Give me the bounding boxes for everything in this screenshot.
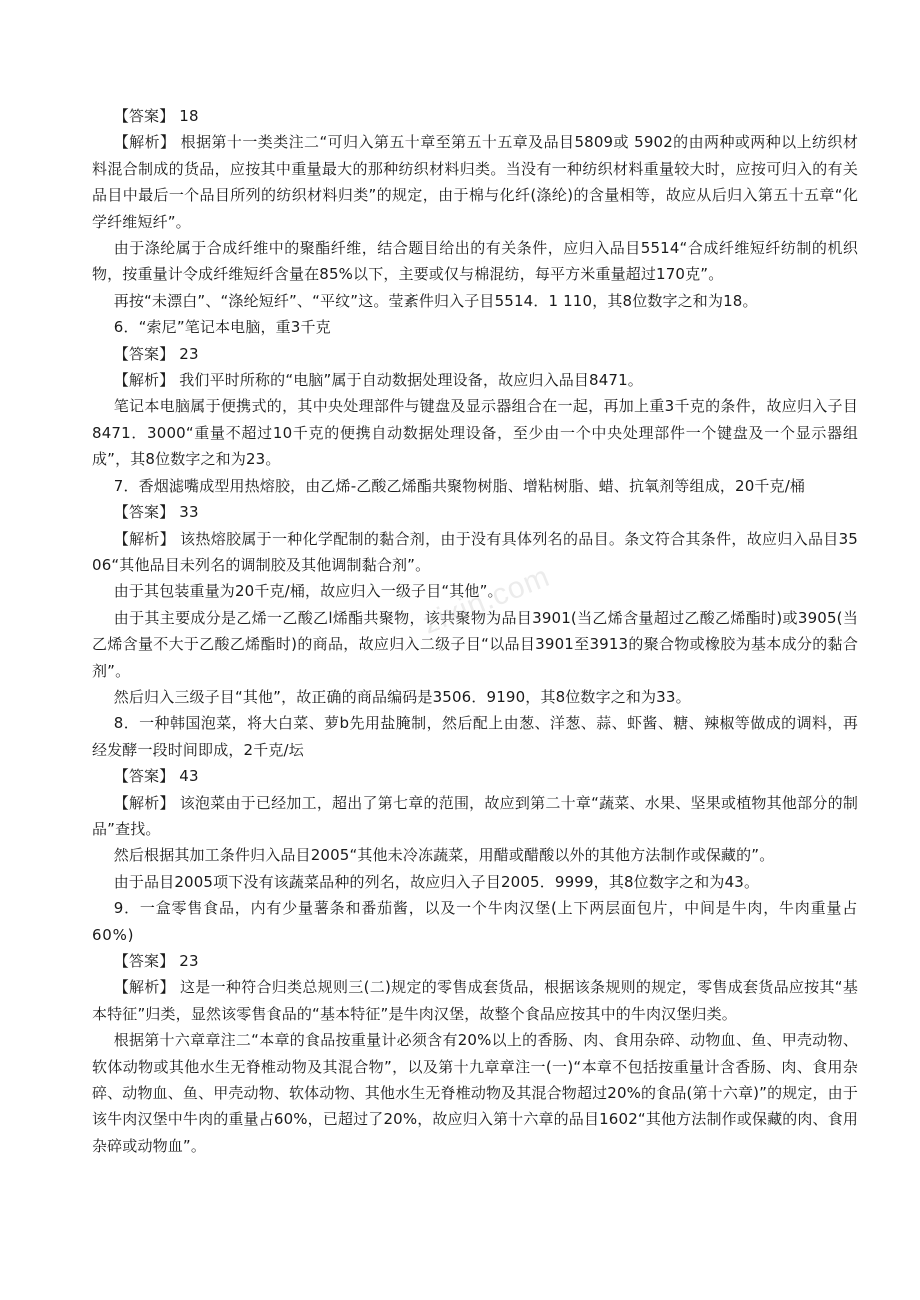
- paragraph-copolymer: 由于其主要成分是乙烯一乙酸乙l烯酯共聚物，该共聚物为品目3901(当乙烯含量超过乙酸乙烯酯时)或3905(当乙烯含量不大于乙酸乙烯酯时)的商品，故应归入二级子目“以品目3901至3913的聚合物或橡胶为基本成分的黏合剂”。: [92, 608, 858, 680]
- paragraph-chapter-16-note: 根据第十六章章注二“本章的食品按重量计必须含有20%以上的香肠、肉、食用杂碎、动物血、鱼、甲壳动物、软体动物或其他水生无脊椎动物及其混合物”，以及第十九章章注一(一)“本章不包括按重量计含香肠、肉、食用杂碎、动物血、鱼、甲壳动物、软体动物、其他水生无脊椎动物及其混合物超过20%的食品(第十六章)”的规定，由于该牛肉汉堡中牛肉的重量占60%，已超过了20%，故应归入第十六章的品目1602“其他方法制作或保藏的肉、食用杂碎或动物血”。: [92, 1031, 858, 1155]
- paragraph-polyester-5514: 由于涤纶属于合成纤维中的聚酯纤维，结合题目给出的有关条件，应归入品目5514“合成纤维短纤纺制的机织物，按重量计令成纤维短纤含量在85%以下，主要或仅与棉混纺，每平方米重量超过170克”。: [92, 239, 858, 284]
- analysis-rule-textiles: 【解析】 根据第十一类类注二“可归入第五十章至第五十五章及品目5809或 5902的由两种或两种以上纺织材料混合制成的货品，应按其中重量最大的那种纺织材料归类。当没有一种纺织材料重量较大时，应按可归入的有关品目中最后一个品目所列的纺织材料归类”的规定，由于棉与化纤(涤纶)的含量相等，故应从后归入第五十五章“化学纤维短纤”。: [92, 133, 858, 231]
- analysis-chapter-20: 【解析】 该泡菜由于已经加工，超出了第七章的范围，故应到第二十章“蔬菜、水果、坚果或植物其他部分的制品”查找。: [92, 793, 858, 838]
- paragraph-laptop-subheading: 笔记本电脑属于便携式的，其中央处理部件与键盘及显示器组合在一起，再加上重3千克的条件，故应归入子目8471．3000“重量不超过10千克的便携自动数据处理设备，至少由一个中央处理部件一个键盘及一个显示器组成”，其8位数字之和为23。: [92, 397, 858, 469]
- answer-33: 【答案】 33: [113, 503, 199, 522]
- answer-23-food: 【答案】 23: [113, 952, 199, 970]
- analysis-retail-set: 【解析】 这是一种符合归类总规则三(二)规定的零售成套货品，根据该条规则的规定，零售成套货品应按其“基本特征”归类，显然该零售食品的“基本特征”是牛肉汉堡，故整个食品应按其中的牛肉汉堡归类。: [92, 978, 858, 1023]
- analysis-computer-8471: 【解析】 我们平时所称的“电脑”属于自动数据处理设备，故应归入品目8471。: [113, 371, 643, 390]
- question-6-laptop: 6．“索尼”笔记本电脑，重3千克: [113, 318, 331, 337]
- watermark: zixin.com: [418, 559, 555, 641]
- question-7-hot-melt-glue: 7．香烟滤嘴成型用热熔胶，由乙烯-乙酸乙烯酯共聚物树脂、增粘树脂、蜡、抗氧剂等组成，20千克/桶: [113, 476, 806, 495]
- question-9-retail-food: 9．一盒零售食品，内有少量薯条和番茄酱，以及一个牛肉汉堡(上下两层面包片，中间是牛肉，牛肉重量占60%): [92, 899, 858, 944]
- paragraph-packing-weight: 由于其包装重量为20千克/桶，故应归入一级子目“其他”。: [113, 582, 503, 601]
- analysis-adhesive-3506: 【解析】 该热熔胶属于一种化学配制的黏合剂，由于没有具体列名的品目。条文符合其条件，故应归入品目3506“其他品目未列名的调制胶及其他调制黏合剂”。: [92, 529, 858, 574]
- paragraph-subheading-5514: 再按“未漂白”、“涤纶短纤”、“平纹”这。莹紊件归入子目5514．1 110，其8位数字之和为18。: [113, 291, 758, 310]
- question-8-kimchi: 8．一种韩国泡菜，将大白菜、萝b先用盐腌制，然后配上由葱、洋葱、蒜、虾酱、糖、辣椒等做成的调料，再经发酵一段时间即成，2千克/坛: [92, 714, 858, 759]
- answer-23-laptop: 【答案】 23: [113, 344, 199, 363]
- answer-43: 【答案】 43: [113, 767, 199, 786]
- paragraph-subheading-2005: 由于品目2005项下没有该蔬菜品种的列名，故应归入子目2005．9999，其8位数字之和为43。: [113, 872, 760, 891]
- document-body: [92, 103, 858, 1159]
- answer-18: 【答案】 18: [113, 107, 199, 125]
- paragraph-heading-2005: 然后根据其加工条件归入品目2005“其他未冷冻蔬菜，用醋或醋酸以外的其他方法制作或保藏的”。: [113, 846, 775, 865]
- paragraph-code-3506: 然后归入三级子目“其他”，故正确的商品编码是3506．9190，其8位数字之和为33。: [113, 687, 691, 706]
